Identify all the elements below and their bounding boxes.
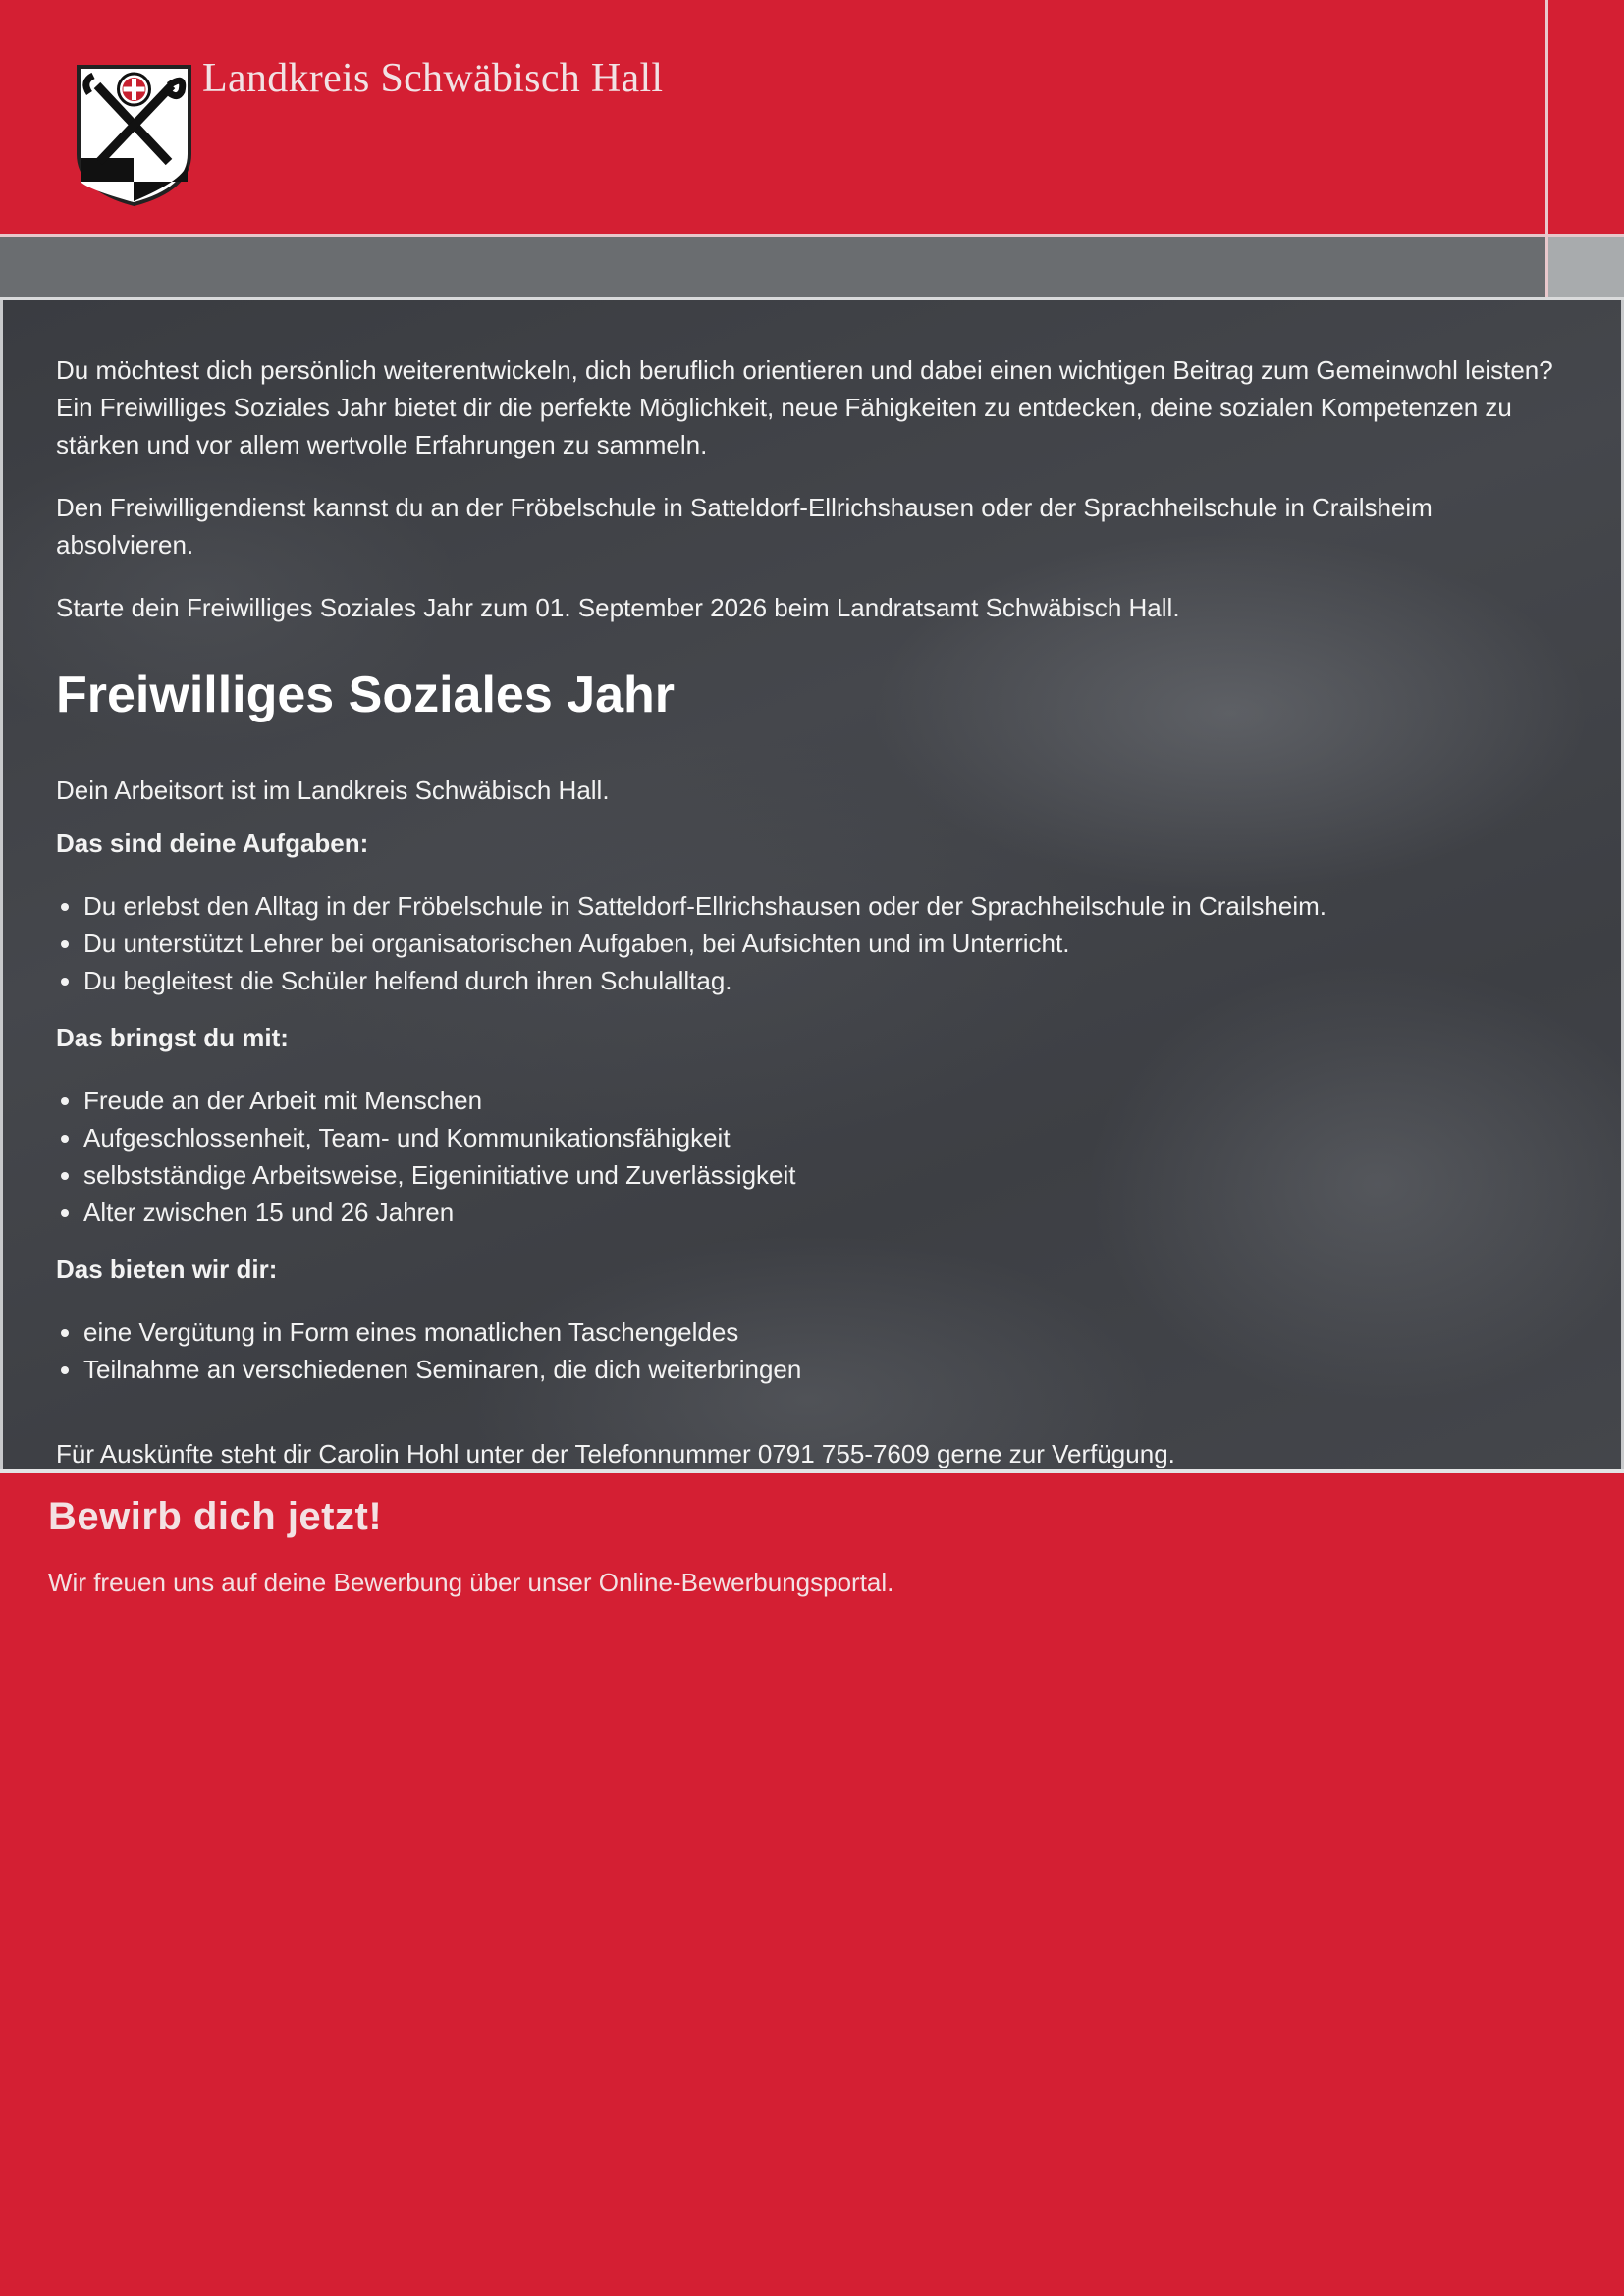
requirements-list (56, 1082, 1568, 1231)
tasks-heading: Das sind deine Aufgaben: (56, 828, 369, 858)
job-location: Dein Arbeitsort ist im Landkreis Schwäbisch Hall. (56, 775, 610, 805)
intro-paragraph-1: Du möchtest dich persönlich weiterentwickeln, dich beruflich orientieren und dabei einen wichtigen Beitrag zum Gemeinwohl leisten? Ein Freiwilliges Soziales Jahr bietet dir die perfekte Möglichkeit, neue Fähigkeiten zu entdecken, deine sozialen Kompetenzen zu stärken und vor allem wertvolle Erfahrungen zu sammeln. (56, 355, 1553, 459)
offers-heading: Das bieten wir dir: (56, 1255, 278, 1284)
board-divider (0, 1469, 1624, 1473)
list-item: • Alter zwischen 15 und 26 Jahren (83, 1194, 1568, 1231)
gray-band-accent (1548, 237, 1624, 297)
list-item: • Freude an der Arbeit mit Menschen (83, 1082, 1568, 1119)
job-title: Freiwilliges Soziales Jahr (56, 667, 676, 723)
list-item: • Du unterstützt Lehrer bei organisatorischen Aufgaben, bei Aufsichten und im Unterricht. (83, 925, 1568, 962)
apply-title: Bewirb dich jetzt! (48, 1495, 383, 1538)
list-item: • Du begleitest die Schüler helfend durch ihren Schulalltag. (83, 962, 1568, 999)
job-description (56, 351, 1568, 1470)
contact-info: Für Auskünfte steht dir Carolin Hohl unter der Telefonnummer 0791 755-7609 gerne zur Verfügung. (56, 1439, 1175, 1468)
requirements-heading: Das bringst du mit: (56, 1023, 289, 1052)
list-item: • eine Vergütung in Form eines monatlichen Taschengeldes (83, 1313, 1568, 1351)
brand-title: Landkreis Schwäbisch Hall (202, 56, 664, 101)
coat-of-arms-icon (76, 64, 192, 207)
apply-section (48, 1489, 893, 1601)
chalkboard-section (0, 300, 1624, 1470)
intro-paragraph-2: Den Freiwilligendienst kannst du an der Fröbelschule in Satteldorf-Ellrichshausen oder der Sprachheilschule in Crailsheim absolvieren. (56, 493, 1433, 560)
list-item: • Aufgeschlossenheit, Team- und Kommunikationsfähigkeit (83, 1119, 1568, 1156)
header-vertical-divider (1545, 0, 1548, 298)
list-item: • Teilnahme an verschiedenen Seminaren, die dich weiterbringen (83, 1351, 1568, 1388)
gray-band (0, 237, 1545, 297)
page-header (0, 0, 1624, 236)
offers-list (56, 1313, 1568, 1388)
tasks-list (56, 887, 1568, 999)
list-item: • Du erlebst den Alltag in der Fröbelschule in Satteldorf-Ellrichshausen oder der Sprachheilschule in Crailsheim. (83, 887, 1568, 925)
apply-text: Wir freuen uns auf deine Bewerbung über unser Online-Bewerbungsportal. (48, 1568, 894, 1597)
list-item: • selbstständige Arbeitsweise, Eigeninitiative und Zuverlässigkeit (83, 1156, 1568, 1194)
intro-paragraph-3: Starte dein Freiwilliges Soziales Jahr zum 01. September 2026 beim Landratsamt Schwäbisch Hall. (56, 593, 1180, 622)
